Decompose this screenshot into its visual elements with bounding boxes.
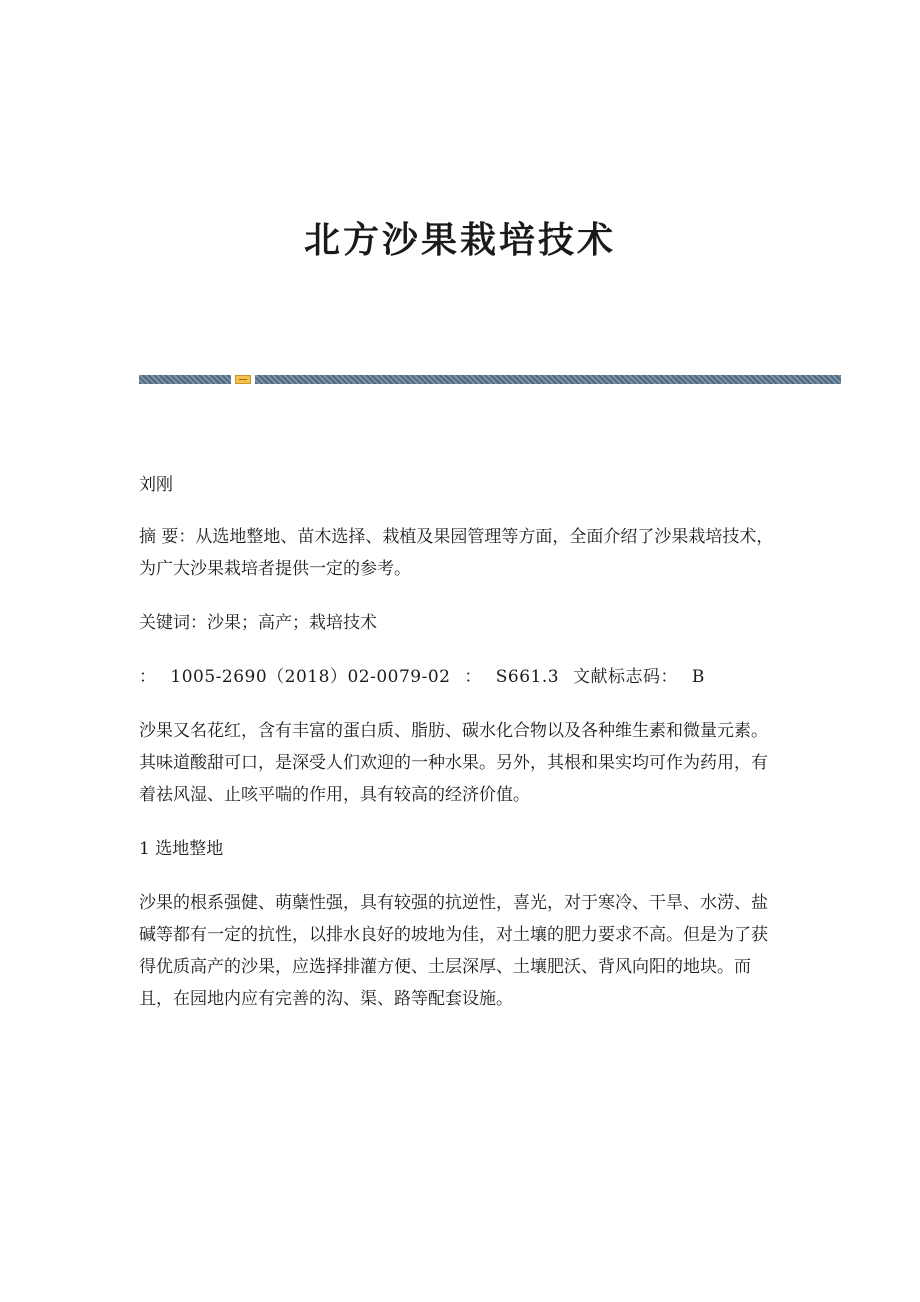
section-paragraph: 沙果的根系强健、萌蘖性强，具有较强的抗逆性，喜光，对于寒冷、干旱、水涝、盐碱等都有一定的抗性，以排水良好的坡地为佳，对土壤的肥力要求不高。但是为了获得优质高产的沙果，应选择排灌方便、土层深厚、土壤肥沃、背风向阳的地块。而且，在园地内应有完善的沟、渠、路等配套设施。 <box>139 893 768 1009</box>
meta-doc-code: B <box>691 667 705 687</box>
divider-ornament-icon <box>235 375 251 384</box>
meta-prefix-1: ： <box>139 667 157 687</box>
abstract: 摘 要：从选地整地、苗木选择、栽植及果园管理等方面，全面介绍了沙果栽培技术，为广大沙果栽培者提供一定的参考。 <box>139 527 774 579</box>
meta-doc-code-label: 文献标志码： <box>573 667 679 687</box>
intro-paragraph: 沙果又名花红，含有丰富的蛋白质、脂肪、碳水化合物以及各种维生素和微量元素。其味道酸甜可口，是深受人们欢迎的一种水果。另外，其根和果实均可作为药用，有着祛风湿、止咳平喘的作用，具有较高的经济价值。 <box>139 721 768 805</box>
article-meta <box>139 661 779 693</box>
section-heading: 1 选地整地 <box>139 839 224 859</box>
document-title: 北方沙果栽培技术 <box>303 219 616 261</box>
meta-class-code: S661.3 <box>495 667 560 687</box>
divider-bar-right <box>255 375 841 384</box>
document-body <box>139 469 779 1037</box>
title-divider <box>139 375 841 384</box>
divider-bar-left <box>139 375 231 384</box>
keywords: 关键词：沙果；高产；栽培技术 <box>139 613 377 633</box>
meta-prefix-2: ： <box>464 667 482 687</box>
author: 刘刚 <box>139 475 173 495</box>
meta-issn: 1005-2690（2018）02-0079-02 <box>170 667 451 687</box>
